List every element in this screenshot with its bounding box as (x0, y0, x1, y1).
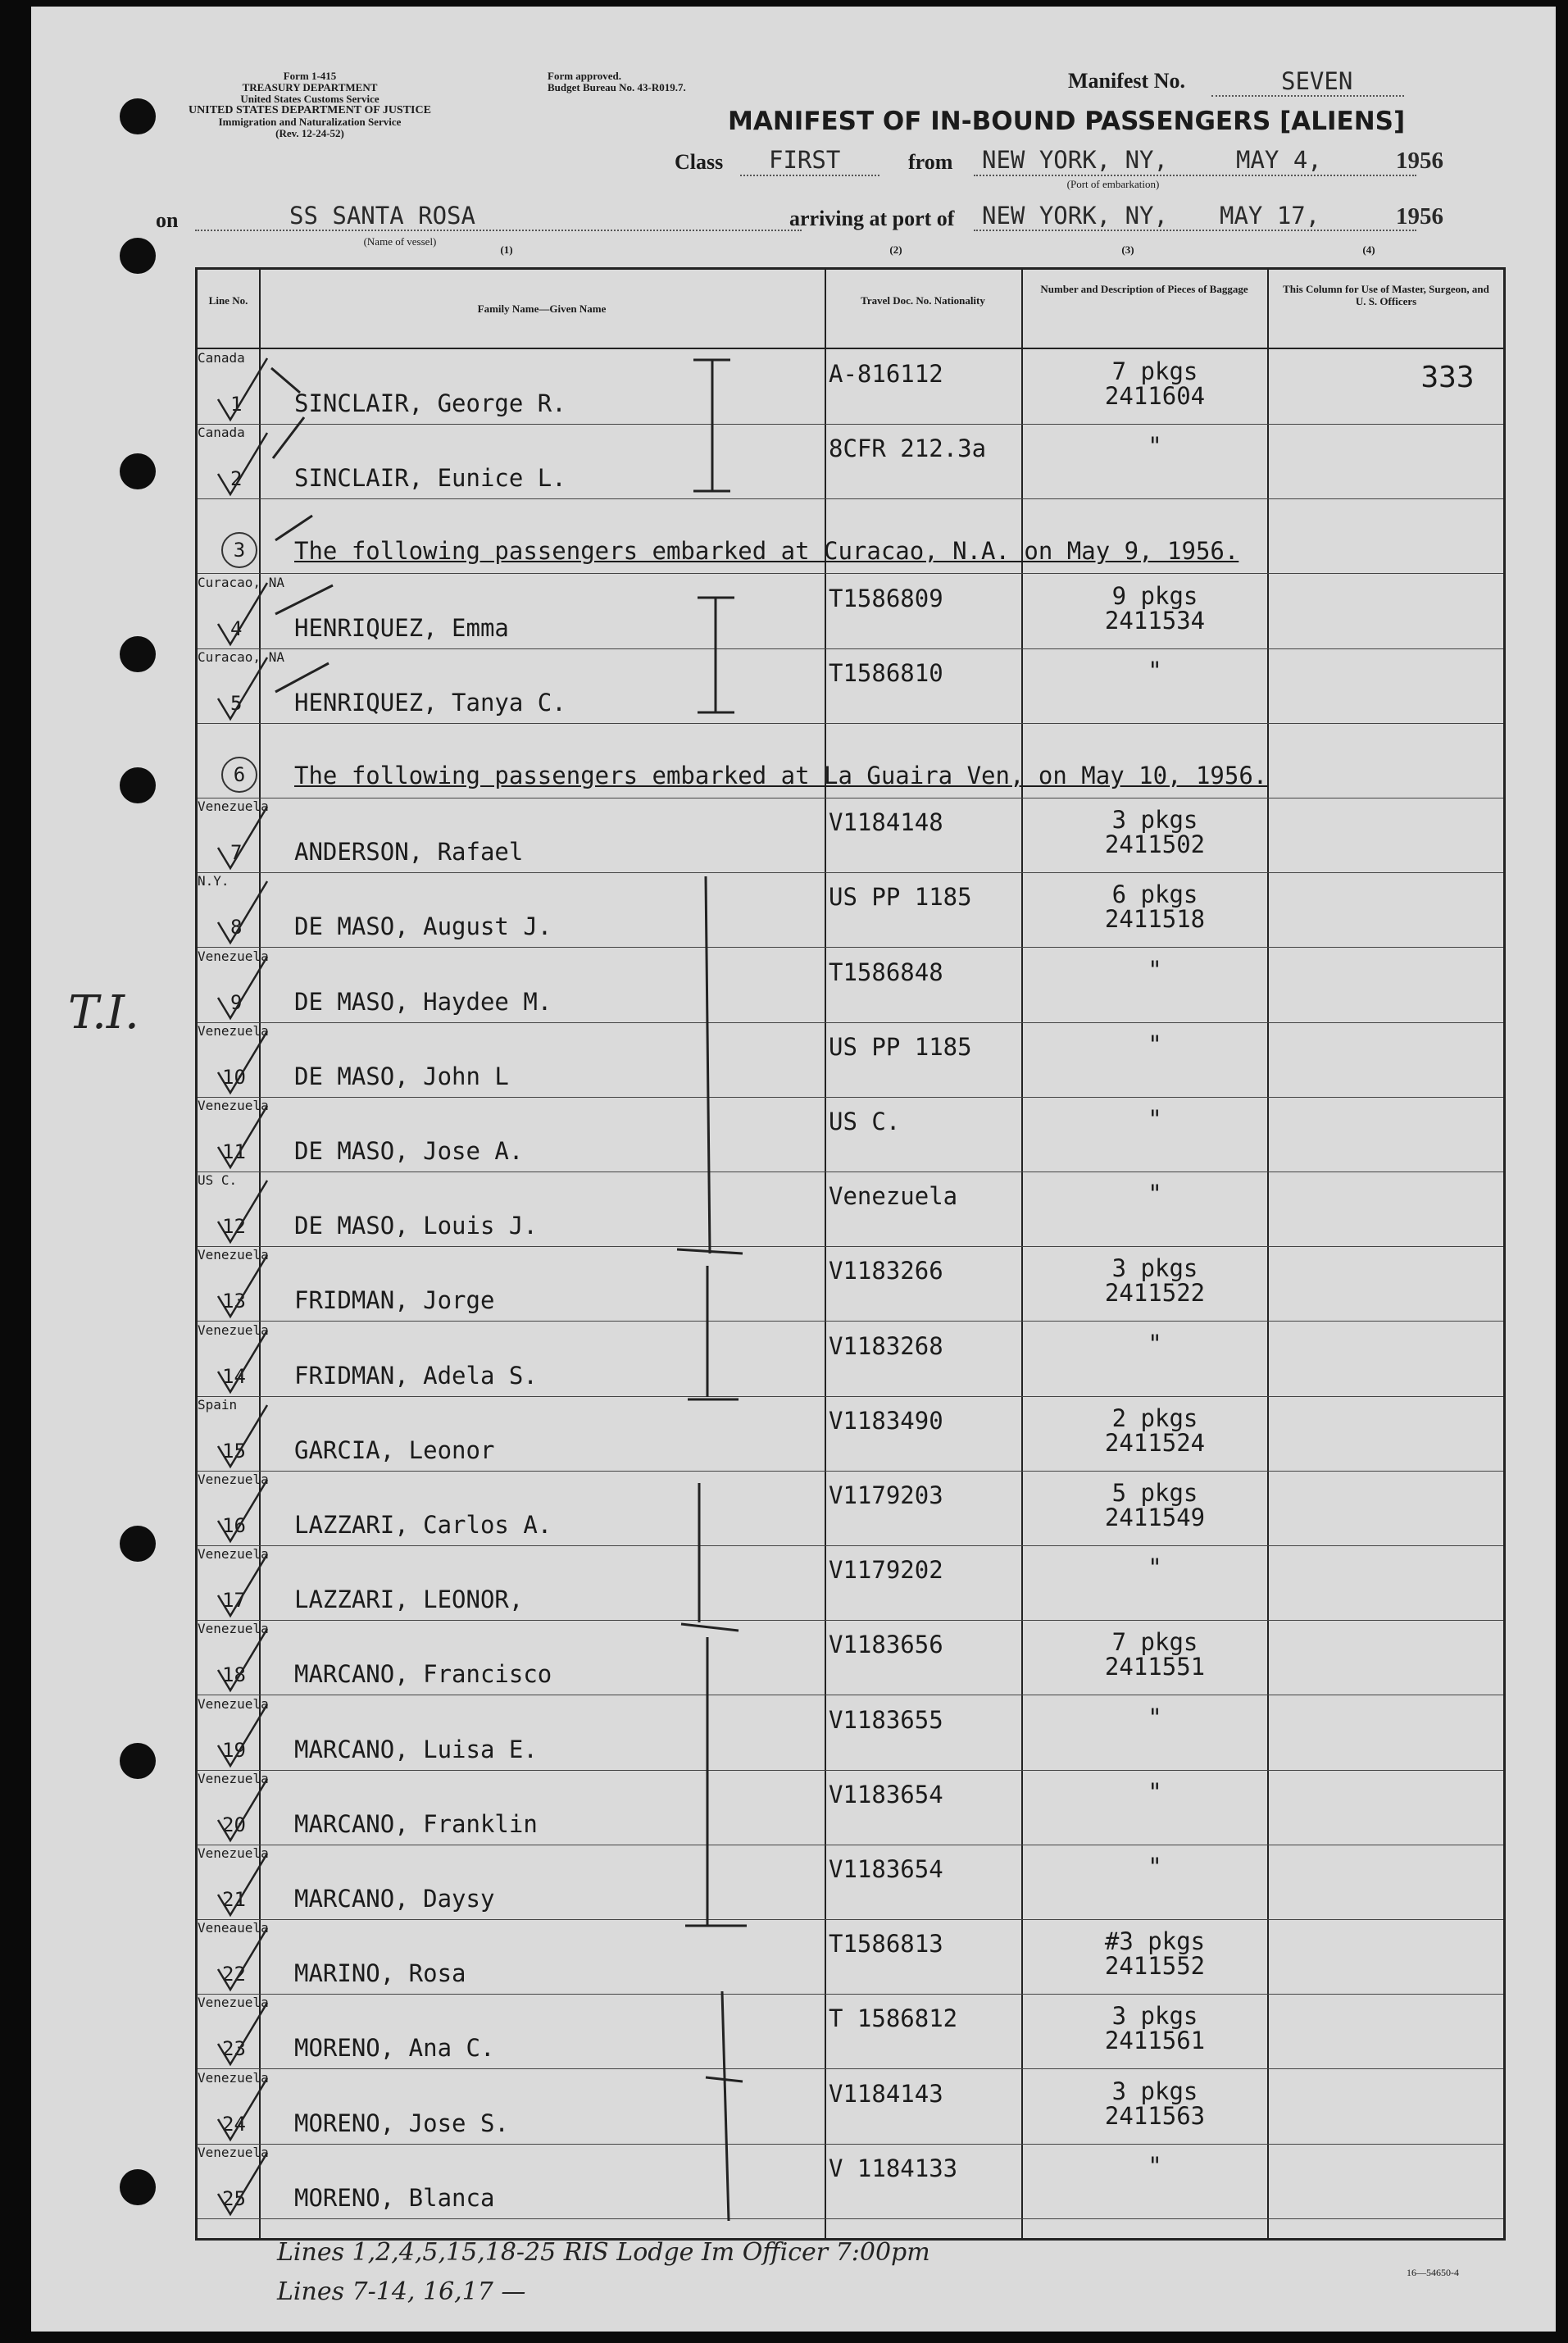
approval-block: Form approved. Budget Bureau No. 43-R019.7. (548, 70, 686, 93)
nationality: Venezuela (198, 2144, 269, 2160)
line-number: 12 (222, 1215, 246, 1239)
baggage-count: 7 pkgs (1111, 357, 1198, 385)
line-number: 7 (230, 841, 243, 865)
travel-doc-number: 8CFR 212.3a (829, 434, 987, 463)
passenger-name: GARCIA, Leonor (294, 1435, 495, 1464)
check-mark-icon (214, 1920, 271, 1994)
baggage-number: 2411551 (1104, 1653, 1206, 1681)
line-number: 14 (222, 1364, 246, 1388)
check-mark-icon (214, 1322, 271, 1396)
manifest-page (31, 7, 1556, 2332)
table-row (198, 1172, 1503, 1247)
baggage-number: 2411552 (1104, 1952, 1206, 1981)
travel-doc-number: V1183490 (829, 1406, 943, 1435)
passenger-name: MARCANO, Daysy (294, 1885, 495, 1913)
line-number: 17 (222, 1589, 246, 1613)
check-mark-icon (214, 1172, 271, 1246)
line-number: 4 (230, 616, 243, 640)
passenger-name: MARCANO, Luisa E. (294, 1735, 538, 1763)
passenger-name: ANDERSON, Rafael (294, 838, 524, 867)
travel-doc-number: T1586813 (829, 1930, 943, 1959)
note-row (198, 724, 1503, 798)
nationality: Venezuela (198, 1472, 269, 1487)
baggage-count: " (1148, 955, 1162, 984)
agency-block: Form 1-415 TREASURY DEPARTMENT United States Customs Service UNITED STATES DEPARTMENT OF JUSTICE Immigration and Naturalization Service (Rev. 12-24-52) (189, 70, 431, 139)
baggage-number: 2411561 (1104, 2027, 1206, 2055)
check-mark-icon (214, 1621, 271, 1695)
handwritten-footer-line2: Lines 7-14, 16,17 — (277, 2277, 526, 2306)
passenger-name: SINCLAIR, George R. (294, 389, 566, 417)
check-mark-icon (214, 1845, 271, 1919)
manifest-title: MANIFEST OF IN-BOUND PASSENGERS [ALIENS] (728, 107, 1406, 136)
baggage-number: 2411604 (1104, 382, 1206, 410)
from-label: from (908, 150, 953, 174)
note-row (198, 499, 1503, 574)
embarkation-note: The following passengers embarked at Curacao, N.A. on May 9, 1956. (294, 537, 1239, 566)
table-row (198, 1472, 1503, 1546)
line-number: 10 (222, 1065, 246, 1089)
class-label: Class (675, 150, 724, 174)
passenger-name: HENRIQUEZ, Emma (294, 613, 509, 642)
travel-doc-number: T1586809 (829, 584, 943, 612)
table-row (198, 2070, 1503, 2145)
nationality: Canada (198, 350, 245, 366)
table-row (198, 425, 1503, 499)
line-number: 5 (230, 691, 243, 715)
binder-hole (120, 238, 156, 274)
nationality: Venezuela (198, 1621, 269, 1637)
check-mark-icon (214, 1546, 271, 1620)
table-row (198, 1098, 1503, 1172)
baggage-count: " (1148, 656, 1162, 685)
check-mark-icon (214, 649, 271, 723)
table-row (198, 1845, 1503, 1920)
table-row (198, 575, 1503, 649)
travel-doc-number: T1586810 (829, 658, 943, 687)
class-line (740, 175, 879, 176)
table-row (198, 1696, 1503, 1771)
manifest-no-value: SEVEN (1281, 67, 1353, 95)
margin-initials: T.I. (68, 986, 139, 1040)
col-officers: This Column for Use of Master, Surgeon, and U. S. Officers (1283, 283, 1489, 307)
nationality: Spain (198, 1396, 238, 1413)
baggage-count: 9 pkgs (1111, 581, 1198, 610)
baggage-count: " (1148, 1329, 1162, 1358)
passenger-name: MORENO, Jose S. (294, 2109, 509, 2137)
baggage-count: 6 pkgs (1111, 880, 1198, 909)
from-year: 1956 (1396, 148, 1443, 174)
port-embark-note: (Port of embarkation) (1066, 178, 1160, 190)
travel-doc-number: T 1586812 (829, 2004, 958, 2033)
nationality: Venezuela (198, 1770, 269, 1786)
travel-doc-number: US PP 1185 (829, 1032, 972, 1061)
baggage-count: 3 pkgs (1111, 2077, 1198, 2105)
nationality: Venezuela (198, 1546, 269, 1563)
passenger-name: SINCLAIR, Eunice L. (294, 464, 566, 493)
line-number: 24 (222, 2112, 246, 2136)
arrival-port: NEW YORK, NY, (982, 202, 1168, 230)
baggage-number: 2411563 (1104, 2101, 1206, 2130)
check-mark-icon (214, 873, 271, 947)
table-row (198, 2145, 1503, 2219)
line-number: 9 (230, 990, 243, 1014)
passenger-name: HENRIQUEZ, Tanya C. (294, 688, 566, 717)
passenger-name: FRIDMAN, Jorge (294, 1286, 495, 1315)
col-num-3: (3) (1121, 243, 1134, 256)
table-row (198, 1322, 1503, 1397)
line-number: 3 (221, 532, 257, 568)
line-number: 15 (222, 1439, 246, 1463)
baggage-count: " (1148, 1030, 1162, 1058)
nationality: Venezuela (198, 1995, 269, 2011)
table-row (198, 873, 1503, 948)
nationality: Veneauela (198, 1920, 269, 1936)
line-number: 11 (222, 1140, 246, 1163)
travel-doc-number: V1183655 (829, 1705, 943, 1734)
nationality: US C. (198, 1172, 238, 1189)
nationality: Venezuela (198, 948, 269, 964)
col-num-4: (4) (1362, 243, 1375, 256)
passenger-name: DE MASO, Louis J. (294, 1212, 538, 1240)
line-number: 8 (230, 916, 243, 939)
table-row (198, 1920, 1503, 1995)
baggage-count: " (1148, 1853, 1162, 1881)
travel-doc-number: A-816112 (829, 360, 943, 388)
baggage-number: 2411518 (1104, 905, 1206, 934)
passenger-name: DE MASO, Haydee M. (294, 987, 552, 1016)
check-mark-icon (214, 1696, 271, 1770)
travel-doc-number: V1184143 (829, 2079, 943, 2108)
manifest-no-label: Manifest No. (1068, 69, 1185, 93)
table-row (198, 649, 1503, 724)
nationality: Venezuela (198, 2069, 269, 2086)
table-row (198, 1546, 1503, 1621)
check-mark-icon (214, 798, 271, 872)
handwritten-footer-line1: Lines 1,2,4,5,15,18-25 RIS Lodge Im Officer 7:00pm (277, 2238, 930, 2267)
baggage-count: 2 pkgs (1111, 1404, 1198, 1432)
officer-mark: 333 (1420, 361, 1475, 394)
check-mark-icon (214, 350, 271, 424)
col-doc: Travel Doc. No. Nationality (861, 294, 985, 307)
nationality: Venezuela (198, 1022, 269, 1039)
line-number: 2 (230, 467, 243, 491)
passenger-table (195, 267, 1506, 2241)
check-mark-icon (214, 1247, 271, 1321)
nationality: Venezuela (198, 1322, 269, 1338)
embarkation-note: The following passengers embarked at La Guaira Ven, on May 10, 1956. (294, 762, 1268, 789)
check-mark-icon (214, 2070, 271, 2144)
travel-doc-number: V1183266 (829, 1257, 943, 1285)
col-line-no: Line No. (208, 294, 248, 307)
line-number: 16 (222, 1514, 246, 1537)
check-mark-icon (214, 1472, 271, 1545)
check-mark-icon (214, 1023, 271, 1097)
baggage-count: 3 pkgs (1111, 2002, 1198, 2031)
passenger-name: FRIDMAN, Adela S. (294, 1361, 538, 1390)
nationality: Venezuela (198, 1695, 269, 1712)
baggage-count: " (1148, 1703, 1162, 1731)
travel-doc-number: V1179202 (829, 1556, 943, 1585)
travel-doc-number: US PP 1185 (829, 883, 972, 912)
passenger-name: DE MASO, John L (294, 1062, 509, 1090)
travel-doc-number: V1183654 (829, 1780, 943, 1808)
table-row (198, 350, 1503, 425)
check-mark-icon (214, 1397, 271, 1471)
col-name: Family Name—Given Name (477, 303, 607, 315)
baggage-count: " (1148, 1180, 1162, 1208)
travel-doc-number: T1586848 (829, 958, 943, 986)
nationality: N.Y. (198, 873, 230, 889)
nationality: Venezuela (198, 1247, 269, 1263)
from-line (974, 175, 1416, 176)
line-number: 25 (222, 2186, 246, 2210)
line-number: 6 (221, 757, 257, 793)
class-value: FIRST (769, 146, 841, 174)
baggage-count: " (1148, 1777, 1162, 1806)
line-number: 13 (222, 1290, 246, 1313)
binder-hole (120, 453, 156, 489)
check-mark-icon (214, 2145, 271, 2218)
col-baggage: Number and Description of Pieces of Baggage (1040, 283, 1248, 295)
on-label: on (156, 208, 179, 232)
check-mark-icon (214, 949, 271, 1022)
nationality: Canada (198, 425, 245, 441)
line-number: 23 (222, 2037, 246, 2061)
passenger-name: MARCANO, Franklin (294, 1809, 538, 1838)
passenger-name: DE MASO, Jose A. (294, 1137, 524, 1165)
passenger-name: MARCANO, Francisco (294, 1660, 552, 1689)
vessel-note: (Name of vessel) (363, 235, 437, 248)
line-number: 18 (222, 1663, 246, 1687)
table-row (198, 949, 1503, 1023)
passenger-name: MORENO, Blanca (294, 2183, 495, 2212)
passenger-name: DE MASO, August J. (294, 912, 552, 941)
check-mark-icon (214, 1098, 271, 1172)
manifest-no-line (1211, 95, 1404, 97)
vessel-name: SS SANTA ROSA (289, 202, 475, 230)
check-mark-icon (214, 1995, 271, 2068)
binder-hole (120, 767, 156, 803)
travel-doc-number: V 1184133 (829, 2154, 958, 2182)
check-mark-icon (214, 575, 271, 648)
check-mark-icon (214, 1771, 271, 1845)
col-num-2: (2) (889, 243, 902, 256)
line-number: 22 (222, 1963, 246, 1986)
baggage-count: 5 pkgs (1111, 1479, 1198, 1507)
travel-doc-number: V1179203 (829, 1481, 943, 1509)
baggage-number: 2411534 (1104, 606, 1206, 635)
baggage-number: 2411522 (1104, 1279, 1206, 1308)
check-mark-icon (214, 425, 271, 498)
table-row (198, 1247, 1503, 1322)
line-number: 20 (222, 1813, 246, 1836)
baggage-count: " (1148, 432, 1162, 461)
baggage-count: " (1148, 1554, 1162, 1582)
binder-hole (120, 636, 156, 672)
baggage-count: " (1148, 2151, 1162, 2180)
nationality: Venezuela (198, 1845, 269, 1861)
table-row (198, 1771, 1503, 1845)
travel-doc-number: V1184148 (829, 808, 943, 837)
arriving-label: arriving at port of (789, 207, 955, 230)
passenger-name: MORENO, Ana C. (294, 2034, 495, 2063)
binder-hole (120, 1526, 156, 1562)
baggage-count: 7 pkgs (1111, 1628, 1198, 1657)
arrival-line (974, 230, 1416, 231)
travel-doc-number: V1183656 (829, 1631, 943, 1659)
vessel-line (195, 230, 802, 231)
from-date: MAY 4, (1236, 146, 1322, 174)
baggage-number: 2411502 (1104, 830, 1206, 859)
from-port: NEW YORK, NY, (982, 146, 1168, 174)
passenger-name: LAZZARI, LEONOR, (294, 1586, 524, 1614)
line-number: 19 (222, 1738, 246, 1762)
line-number: 21 (222, 1888, 246, 1911)
arrival-date: MAY 17, (1220, 202, 1320, 230)
baggage-count: 3 pkgs (1111, 1254, 1198, 1283)
table-row (198, 1397, 1503, 1472)
print-code: 16—54650-4 (1407, 2267, 1459, 2278)
nationality: Curacao, NA (198, 574, 284, 590)
travel-doc-number: US C. (829, 1108, 901, 1135)
table-row (198, 798, 1503, 873)
nationality: Venezuela (198, 798, 269, 815)
travel-doc-number: V1183268 (829, 1331, 943, 1360)
table-row (198, 1621, 1503, 1695)
baggage-count: #3 pkgs (1104, 1927, 1206, 1956)
col-num-1: (1) (500, 243, 513, 256)
table-row (198, 1023, 1503, 1098)
arrival-year: 1956 (1396, 203, 1443, 230)
table-row (198, 1995, 1503, 2069)
baggage-count: " (1148, 1105, 1162, 1133)
baggage-number: 2411524 (1104, 1428, 1206, 1457)
binder-hole (120, 2169, 156, 2205)
nationality: Venezuela (198, 1098, 269, 1113)
baggage-count: 3 pkgs (1111, 806, 1198, 835)
travel-doc-number: V1183654 (829, 1855, 943, 1883)
baggage-number: 2411549 (1104, 1504, 1206, 1531)
travel-doc-number: Venezuela (829, 1182, 958, 1211)
passenger-name: LAZZARI, Carlos A. (294, 1511, 552, 1539)
passenger-name: MARINO, Rosa (294, 1959, 466, 1988)
binder-hole (120, 1743, 156, 1779)
line-number: 1 (230, 393, 243, 416)
nationality: Curacao, NA (198, 648, 284, 665)
